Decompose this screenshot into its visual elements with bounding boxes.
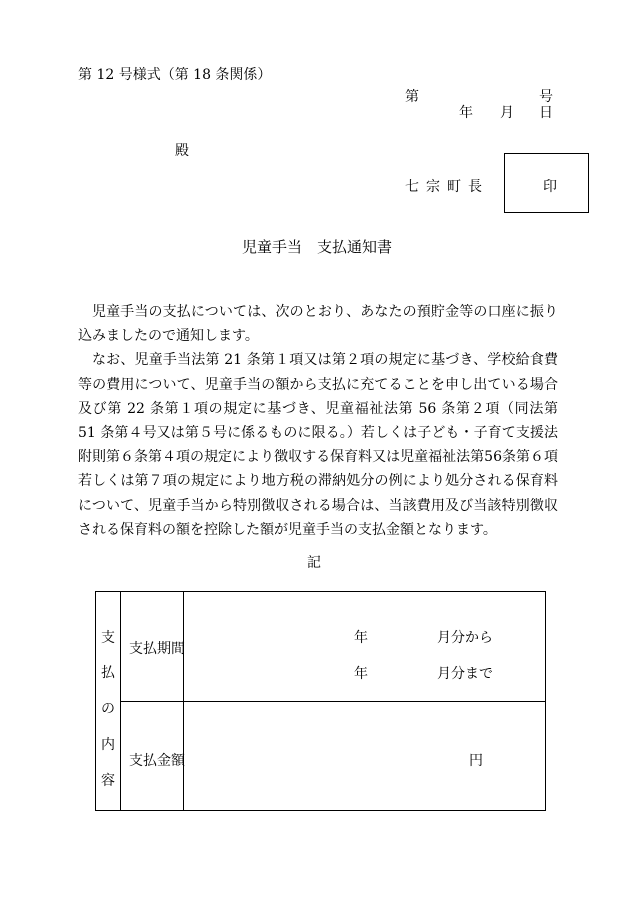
seal-label: 印: [543, 179, 557, 195]
seal-box: [504, 153, 589, 213]
vertical-header-char: の: [101, 701, 115, 717]
period-from-year: 年: [354, 630, 368, 646]
document-title: 児童手当 支払通知書: [242, 238, 393, 256]
body-paragraph-1: 児童手当の支払については、次のとおり、あなたの預貯金等の口座に振り込みましたので通知します。: [78, 304, 558, 345]
date-day: 日: [539, 105, 553, 121]
vertical-header-char: 容: [101, 773, 115, 789]
table-divider: [120, 701, 545, 702]
vertical-header-char: 支: [101, 630, 115, 646]
issuer-name: 七宗町長: [405, 179, 489, 195]
date-year: 年: [459, 105, 473, 121]
document-number-suffix: 号: [539, 89, 553, 105]
period-from-month: 月分から: [437, 630, 493, 646]
payment-amount-label: 支払金額: [129, 753, 185, 769]
payment-content-table: [95, 591, 546, 811]
amount-unit: 円: [469, 753, 483, 769]
form-number: 第 12 号様式（第 18 条関係）: [78, 67, 272, 83]
addressee-suffix: 殿: [175, 143, 189, 159]
period-to-month: 月分まで: [437, 666, 493, 682]
date-month: 月: [500, 105, 514, 121]
payment-period-label: 支払期間: [129, 641, 185, 657]
body-paragraph-2: なお、児童手当法第 21 条第１項又は第２項の規定に基づき、学校給食費等の費用について、児童手当の額から支払に充てることを申し出ている場合及び第 22 条第１項の規定に基づき、児童福祉法第 56 条第２項（同法第 51 条第４号又は第５号に係るものに限る。）若しくは子ども・子育て支援法附則第６条第４項の規定により徴収する保育料又は児童福祉法第56条第６項若しくは第７項の規定により地方税の滞納処分の例により処分される保育料について、児童手当から特別徴収される場合は、当該費用及び当該特別徴収される保育料の額を控除した額が児童手当の支払金額となります。: [78, 352, 558, 538]
body-text: [78, 300, 558, 542]
ki-heading: 記: [307, 555, 321, 571]
document-number-prefix: 第: [405, 89, 419, 105]
vertical-header-char: 払: [101, 665, 115, 681]
vertical-header-char: 内: [101, 737, 115, 753]
period-to-year: 年: [354, 666, 368, 682]
